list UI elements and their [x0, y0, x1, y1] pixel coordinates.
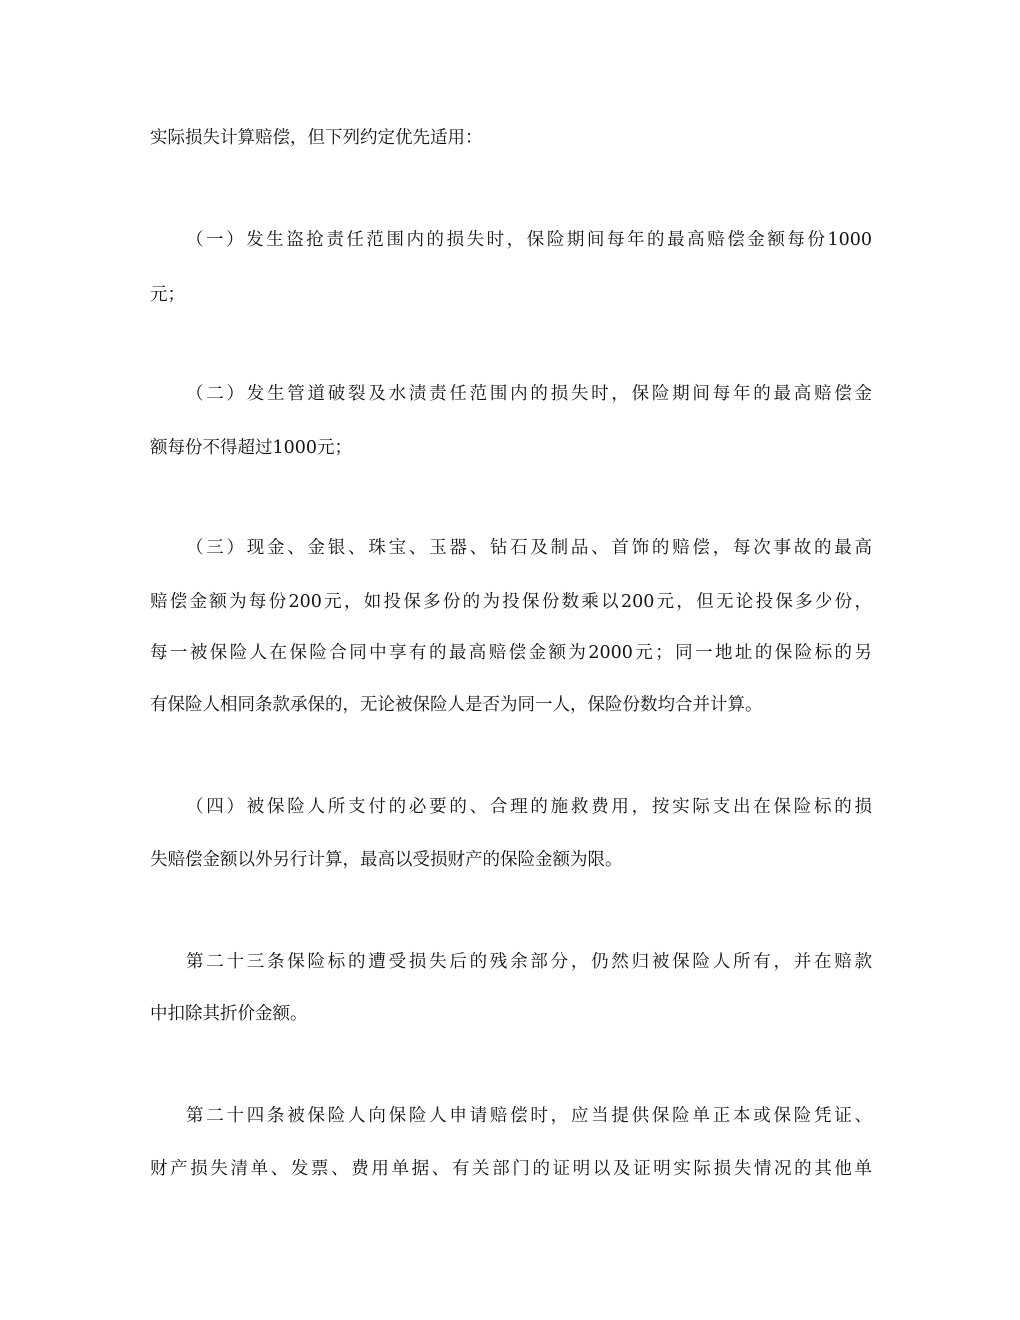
clause-3-line: 有保险人相同条款承保的，无论被保险人是否为同一人，保险份数均合并计算。: [150, 695, 763, 715]
clause-1-line: 元；: [150, 285, 185, 305]
clause-4-line: （四）被保险人所支付的必要的、合理的施救费用，按实际支出在保险标的损: [186, 797, 872, 817]
clause-3-line: 赔偿金额为每份200元，如投保多份的为投保份数乘以200元，但无论投保多少份，: [150, 592, 872, 612]
article-23-line: 中扣除其折价金额。: [150, 1004, 308, 1024]
clause-3-line: 每一被保险人在保险合同中享有的最高赔偿金额为2000元；同一地址的保险标的另: [150, 643, 872, 663]
body-text-line: 实际损失计算赔偿，但下列约定优先适用：: [150, 128, 483, 148]
clause-3-line: （三）现金、金银、珠宝、玉器、钻石及制品、首饰的赔偿，每次事故的最高: [186, 538, 872, 558]
article-24-line: 第二十四条被保险人向保险人申请赔偿时，应当提供保险单正本或保险凭证、: [186, 1106, 872, 1126]
article-23-line: 第二十三条保险标的遭受损失后的残余部分，仍然归被保险人所有，并在赔款: [186, 952, 872, 972]
clause-4-line: 失赔偿金额以外另行计算，最高以受损财产的保险金额为限。: [150, 850, 623, 870]
clause-2-line: （二）发生管道破裂及水渍责任范围内的损失时，保险期间每年的最高赔偿金: [186, 384, 872, 404]
clause-1-line: （一）发生盗抢责任范围内的损失时，保险期间每年的最高赔偿金额每份1000: [186, 230, 872, 250]
clause-2-line: 额每份不得超过1000元；: [150, 438, 353, 458]
article-24-line: 财产损失清单、发票、费用单据、有关部门的证明以及证明实际损失情况的其他单: [150, 1159, 872, 1179]
